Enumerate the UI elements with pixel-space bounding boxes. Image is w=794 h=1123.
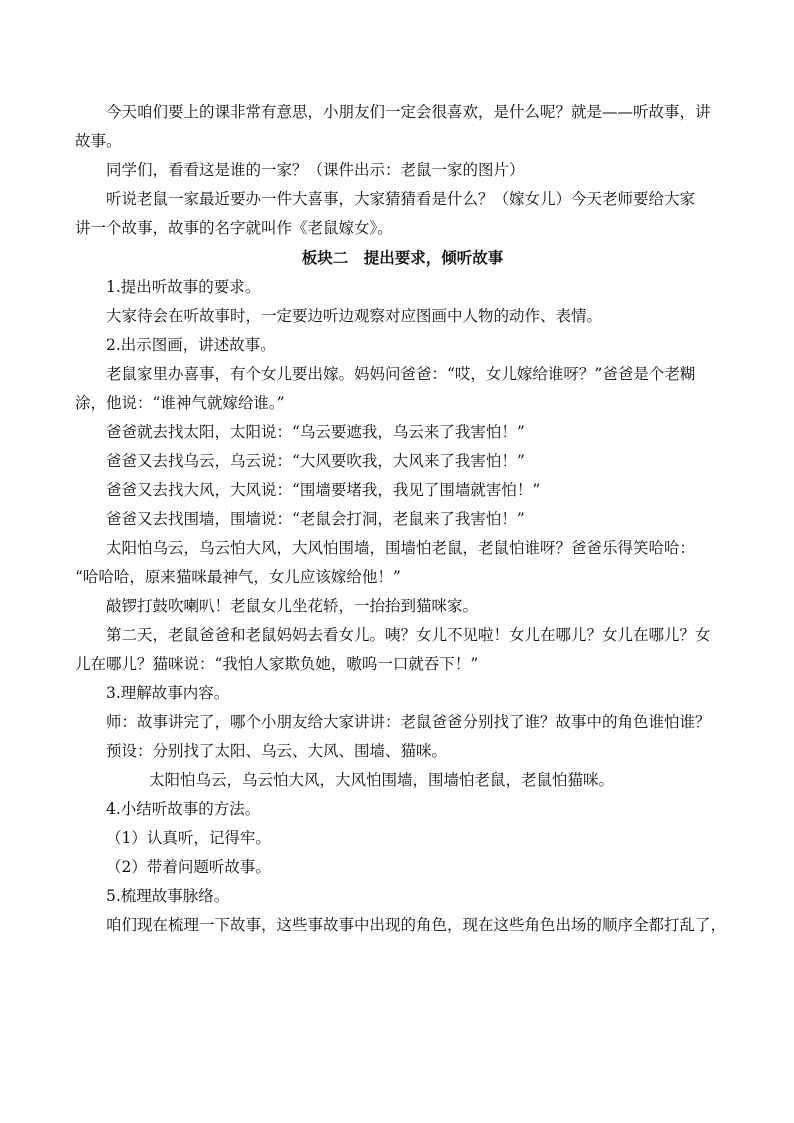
story-line: 涂，他说：“谁神气就嫁给谁。” [75,394,285,412]
story-line: 爸爸又去找乌云，乌云说：“大风要吹我，大风来了我害怕！” [106,452,525,470]
story-line: 老鼠家里办喜事，有个女儿要出嫁。妈妈问爸爸：“哎，女儿嫁给谁呀？”爸爸是个老糊 [106,365,696,383]
step-text: 大家待会在听故事时，一定要边听边观察对应图画中人物的动作、表情。 [106,307,603,325]
intro-paragraph-line: 同学们，看看这是谁的一家？（课件出示：老鼠一家的图片） [106,161,525,179]
method-item: （2）带着问题听故事。 [106,858,271,876]
step-title: 4.小结听故事的方法。 [106,800,261,818]
intro-paragraph-line: 故事。 [75,132,122,150]
story-line: 太阳怕乌云，乌云怕大风，大风怕围墙，围墙怕老鼠，老鼠怕谁呀？爸爸乐得笑哈哈： [106,539,696,557]
step-title: 3.理解故事内容。 [106,684,230,702]
preset-answer: 预设：分别找了太阳、乌云、大风、围墙、猫咪。 [106,742,448,760]
teacher-question: 师：故事讲完了，哪个小朋友给大家讲讲：老鼠爸爸分别找了谁？故事中的角色谁怕谁？ [106,713,711,731]
story-line: 爸爸又去找围墙，围墙说：“老鼠会打洞，老鼠来了我害怕！” [106,510,525,528]
intro-paragraph-line: 讲一个故事，故事的名字就叫作《老鼠嫁女》。 [75,219,393,237]
story-line: 爸爸又去找大风，大风说：“围墙要堵我，我见了围墙就害怕！” [106,481,541,499]
story-line: 爸爸就去找太阳，太阳说：“乌云要遮我，乌云来了我害怕！” [106,423,525,441]
document-body [75,98,730,940]
step-title: 5.梳理故事脉络。 [106,887,230,905]
intro-paragraph-line: 听说老鼠一家最近要办一件大喜事，大家猜猜看是什么？（嫁女儿）今天老师要给大家 [106,190,696,208]
story-line: 敲锣打鼓吹喇叭！老鼠女儿坐花轿，一抬抬到猫咪家。 [106,597,479,615]
method-item: （1）认真听，记得牢。 [106,829,271,847]
step-title: 2.出示图画，讲述故事。 [106,336,276,354]
fear-chain: 太阳怕乌云，乌云怕大风，大风怕围墙，围墙怕老鼠，老鼠怕猫咪。 [149,771,615,789]
step-title: 1.提出听故事的要求。 [106,278,261,296]
story-line: 第二天，老鼠爸爸和老鼠妈妈去看女儿。咦？女儿不见啦！女儿在哪儿？女儿在哪儿？女 [106,626,711,644]
step-text: 咱们现在梳理一下故事，这些事故事中出现的角色，现在这些角色出场的顺序全都打乱了， [106,916,727,934]
story-line: 儿在哪儿？猫咪说：“我怕人家欺负她，嗷呜一口就吞下！” [75,655,479,673]
section-heading: 板块二 提出要求，倾听故事 [301,248,504,267]
intro-paragraph-line: 今天咱们要上的课非常有意思，小朋友们一定会很喜欢，是什么呢？就是——听故事，讲 [106,103,711,121]
story-line: “哈哈哈，原来猫咪最神气，女儿应该嫁给他！” [75,568,401,586]
